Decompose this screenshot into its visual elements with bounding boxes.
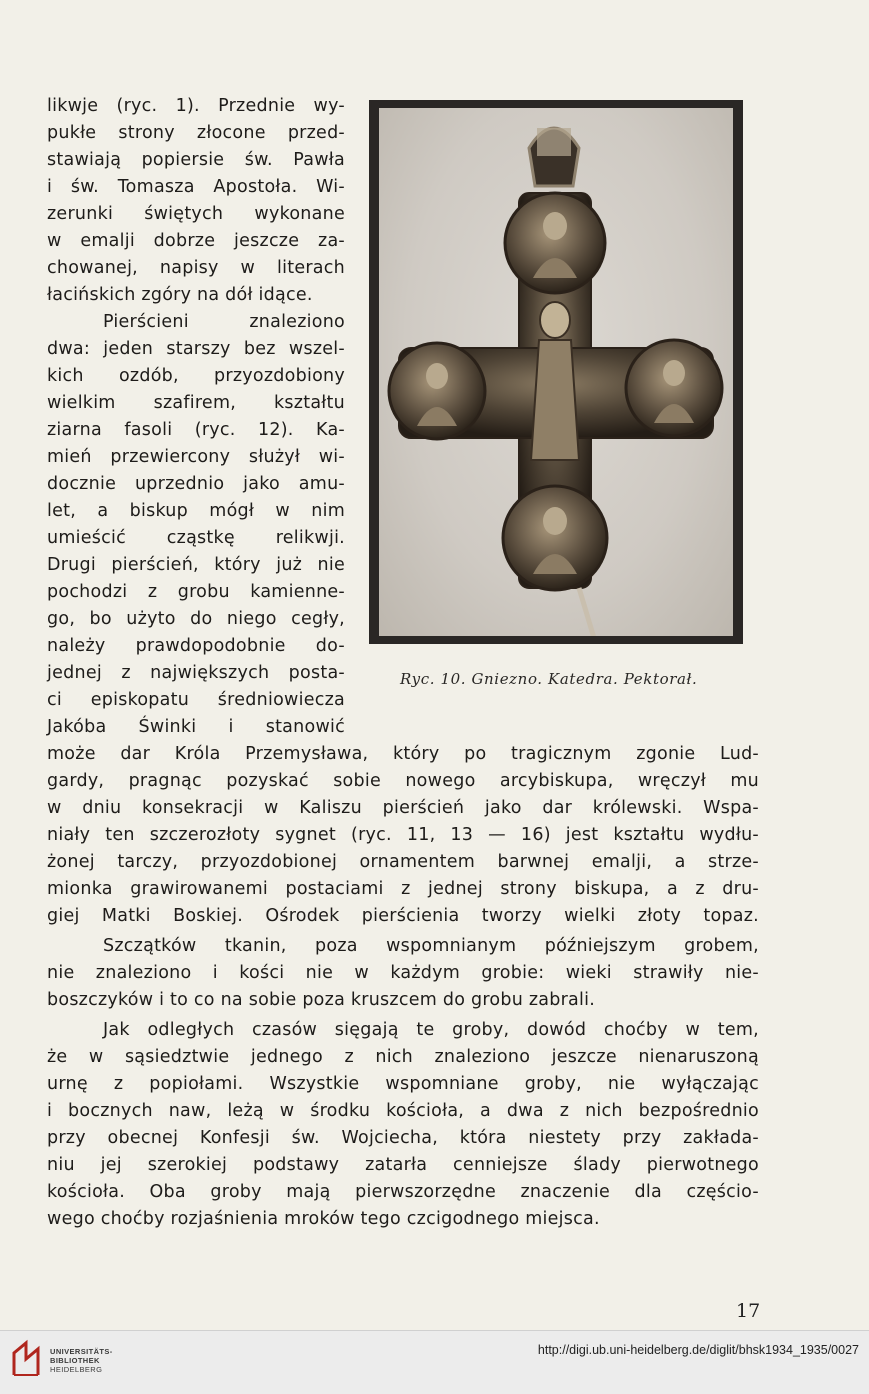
text-line: i bocznych naw, leżą w środku kościoła, a dwa z nich bezpośrednio	[47, 1101, 759, 1121]
text-line: likwje (ryc. 1). Przednie wy-	[47, 96, 345, 116]
text-line: Drugi pierścień, który już nie	[47, 555, 345, 575]
text-line: żonej tarczy, przyozdobionej ornamentem barwnej emalji, a strze-	[47, 852, 759, 872]
text-line: urnę z popiołami. Wszystkie wspomniane groby, nie wyłączając	[47, 1074, 759, 1094]
text-line: należy prawdopodobnie do-	[47, 636, 345, 656]
text-line: w emalji dobrze jeszcze za-	[47, 231, 345, 251]
paragraph-start-line: Szczątków tkanin, poza wspomnianym późniejszym grobem,	[103, 936, 759, 956]
figure-caption: Ryc. 10. Gniezno. Katedra. Pektorał.	[400, 670, 698, 688]
text-line: docznie uprzednio jako amu-	[47, 474, 345, 494]
figure-photo	[369, 100, 743, 644]
text-line: gardy, pragnąc pozyskać sobie nowego arcybiskupa, wręczył mu	[47, 771, 759, 791]
text-line: giej Matki Boskiej. Ośrodek pierścienia tworzy wielki złoty topaz.	[47, 906, 759, 926]
text-line: stawiają popiersie św. Pawła	[47, 150, 345, 170]
text-line: ci episkopatu średniowiecza	[47, 690, 345, 710]
text-line: w dniu konsekracji w Kaliszu pierścień jako dar królewski. Wspa-	[47, 798, 759, 818]
text-line: pochodzi z grobu kamienne-	[47, 582, 345, 602]
text-line: niały ten szczerozłoty sygnet (ryc. 11, 13 — 16) jest kształtu wydłu-	[47, 825, 759, 845]
text-line: kościoła. Oba groby mają pierwszorzędne znaczenie dla częścio-	[47, 1182, 759, 1202]
text-line: pukłe strony złocone przed-	[47, 123, 345, 143]
text-line: mionka grawirowanemi postaciami z jednej strony biskupa, a z dru-	[47, 879, 759, 899]
text-line: niu jej szerokiej podstawy zatarła cenniejsze ślady pierwotnego	[47, 1155, 759, 1175]
text-line: dwa: jeden starszy bez wszel-	[47, 339, 345, 359]
text-line: i św. Tomasza Apostoła. Wi-	[47, 177, 345, 197]
text-line: kich ozdób, przyozdobiony	[47, 366, 345, 386]
text-line: Jakóba Świnki i stanowić	[47, 717, 345, 737]
text-line: wielkim szafirem, kształtu	[47, 393, 345, 413]
paragraph-start-line: Jak odległych czasów sięgają te groby, dowód choćby w tem,	[103, 1020, 759, 1040]
text-line: zerunki świętych wykonane	[47, 204, 345, 224]
text-line: że w sąsiedztwie jednego z nich znaleziono jeszcze nienaruszoną	[47, 1047, 759, 1067]
document-url-link[interactable]: http://digi.ub.uni-heidelberg.de/diglit/bhsk1934_1935/0027	[537, 1343, 859, 1357]
text-line: nie znaleziono i kości nie w każdym grobie: wieki strawiły nie-	[47, 963, 759, 983]
pectoral-cross-image	[379, 108, 733, 636]
page-number: 17	[736, 1300, 761, 1322]
text-line: przy obecnej Konfesji św. Wojciecha, która niestety przy zakłada-	[47, 1128, 759, 1148]
text-line: boszczyków i to co na sobie poza kruszcem do grobu zabrali.	[47, 990, 596, 1010]
text-line: wego choćby rozjaśnienia mroków tego czcigodnego miejsca.	[47, 1209, 600, 1229]
text-line: może dar Króla Przemysława, który po tragicznym zgonie Lud-	[47, 744, 759, 764]
text-line: ziarna fasoli (ryc. 12). Ka-	[47, 420, 345, 440]
text-line: let, a biskup mógł w nim	[47, 501, 345, 521]
paragraph-start-line: Pierścieni znaleziono	[103, 312, 345, 332]
text-line: jednej z największych posta-	[47, 663, 345, 683]
text-line: go, bo użyto do niego cegły,	[47, 609, 345, 629]
library-footer	[0, 1330, 869, 1394]
text-line: chowanej, napisy w literach	[47, 258, 345, 278]
text-line: łacińskich zgóry na dół idące.	[47, 285, 313, 305]
library-name: UNIVERSITÄTS- BIBLIOTHEK HEIDELBERG	[50, 1347, 113, 1374]
text-line: umieścić cząstkę relikwji.	[47, 528, 345, 548]
text-line: mień przewiercony służył wi-	[47, 447, 345, 467]
library-logo-icon[interactable]	[10, 1339, 42, 1379]
